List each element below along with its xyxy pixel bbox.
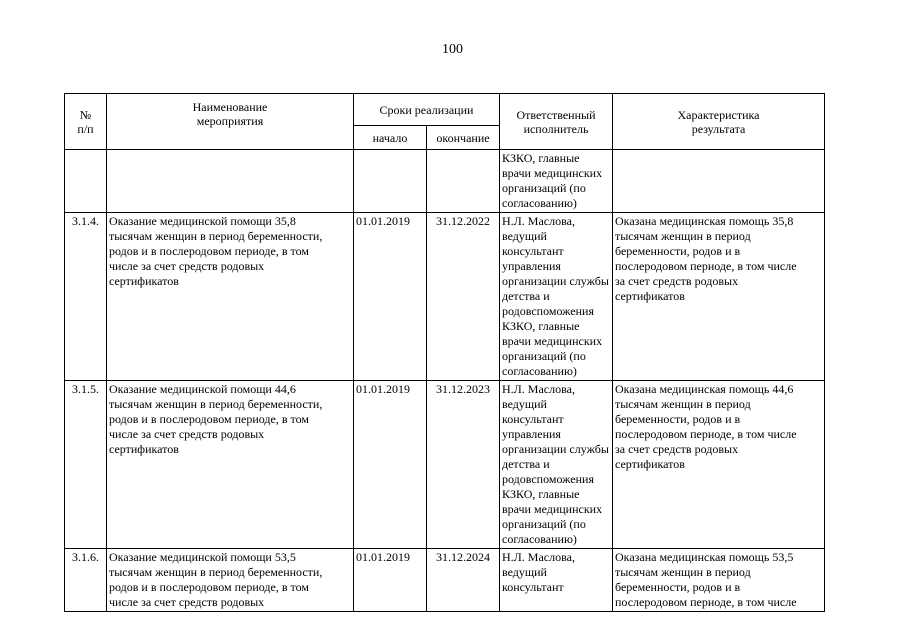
row-end	[427, 150, 500, 213]
header-name: Наименование мероприятия	[107, 94, 354, 150]
row-responsible: Н.Л. Маслова, ведущий консультант управления организации службы детства и родовспоможения КЗКО, главные врачи медицинских организаций (по согласованию)	[500, 213, 613, 381]
row-end: 31.12.2022	[427, 213, 500, 381]
table-row	[65, 381, 825, 549]
header-start: начало	[354, 126, 427, 150]
table-row	[65, 150, 825, 213]
header-terms: Сроки реализации	[354, 94, 500, 126]
row-end: 31.12.2023	[427, 381, 500, 549]
row-start: 01.01.2019	[354, 549, 427, 612]
row-result	[613, 150, 825, 213]
row-end: 31.12.2024	[427, 549, 500, 612]
row-name: Оказание медицинской помощи 44,6 тысячам женщин в период беременности, родов и в послеродовом периоде, в том числе за счет средств родовых сертификатов	[107, 381, 354, 549]
row-result: Оказана медицинская помощь 44,6 тысячам женщин в период беременности, родов и в послеродовом периоде, в том числе за счет средств родовых сертификатов	[613, 381, 825, 549]
table-row	[65, 549, 825, 612]
row-start: 01.01.2019	[354, 381, 427, 549]
row-num: 3.1.5.	[65, 381, 107, 549]
header-result: Характеристика результата	[613, 94, 825, 150]
row-result: Оказана медицинская помощь 35,8 тысячам женщин в период беременности, родов и в послеродовом периоде, в том числе за счет средств родовых сертификатов	[613, 213, 825, 381]
row-start: 01.01.2019	[354, 213, 427, 381]
activities-table	[64, 93, 825, 612]
row-responsible: Н.Л. Маслова, ведущий консультант	[500, 549, 613, 612]
table-row	[65, 213, 825, 381]
row-name: Оказание медицинской помощи 53,5 тысячам женщин в период беременности, родов и в послеродовом периоде, в том числе за счет средств родовых	[107, 549, 354, 612]
row-result: Оказана медицинская помощь 53,5 тысячам женщин в период беременности, родов и в послеродовом периоде, в том числе	[613, 549, 825, 612]
row-name	[107, 150, 354, 213]
row-num	[65, 150, 107, 213]
header-num: № п/п	[65, 94, 107, 150]
header-end: окончание	[427, 126, 500, 150]
row-num: 3.1.6.	[65, 549, 107, 612]
row-num: 3.1.4.	[65, 213, 107, 381]
page-number: 100	[442, 42, 463, 57]
header-responsible: Ответственный исполнитель	[500, 94, 613, 150]
row-responsible: КЗКО, главные врачи медицинских организаций (по согласованию)	[500, 150, 613, 213]
row-responsible: Н.Л. Маслова, ведущий консультант управления организации службы детства и родовспоможения КЗКО, главные врачи медицинских организаций (по согласованию)	[500, 381, 613, 549]
row-name: Оказание медицинской помощи 35,8 тысячам женщин в период беременности, родов и в послеродовом периоде, в том числе за счет средств родовых сертификатов	[107, 213, 354, 381]
row-start	[354, 150, 427, 213]
